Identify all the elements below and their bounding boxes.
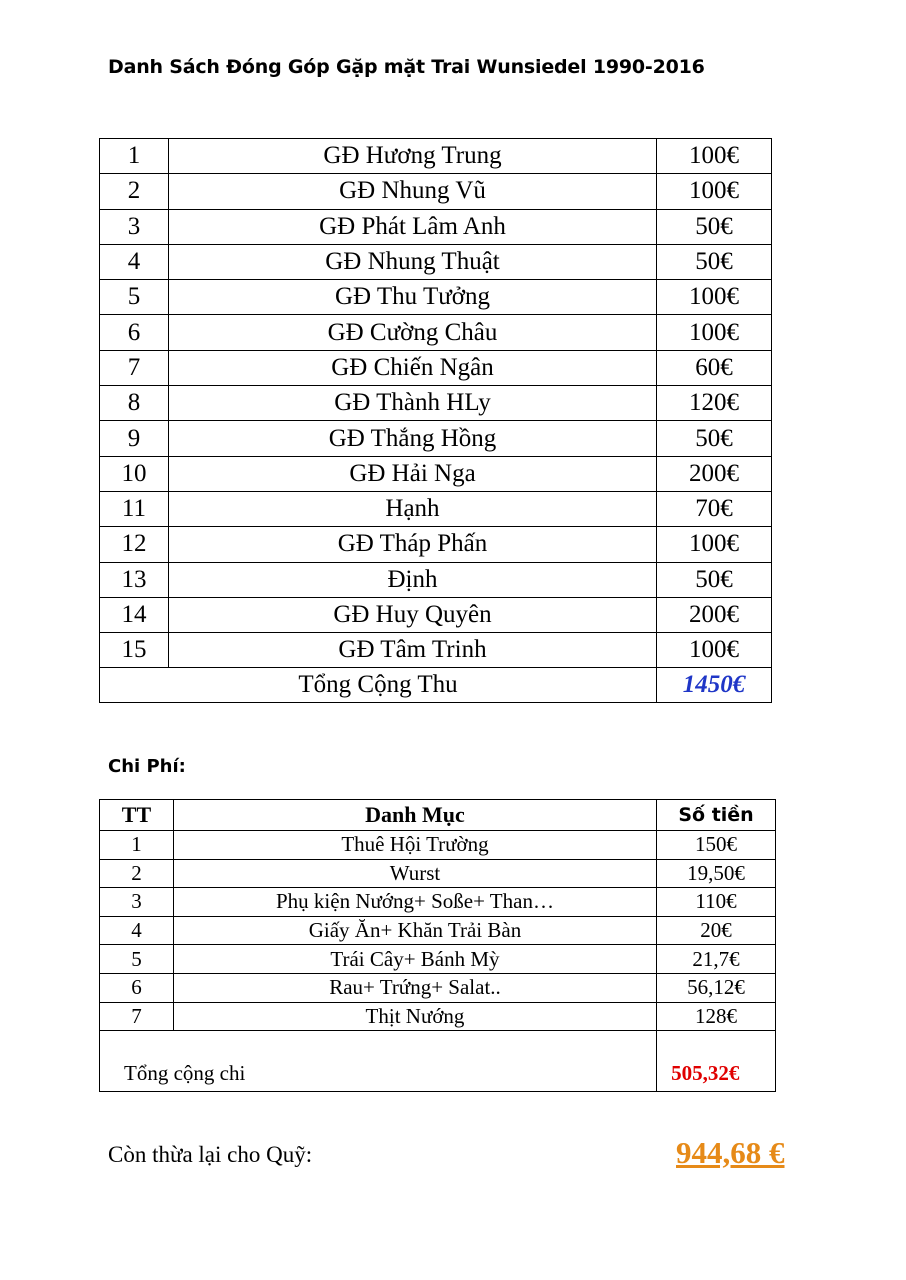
row-number: 15 xyxy=(100,633,169,668)
expense-header-row xyxy=(100,800,776,831)
income-row xyxy=(100,527,772,562)
expense-row xyxy=(100,831,776,860)
row-amount: 60€ xyxy=(657,350,772,385)
row-amount: 100€ xyxy=(657,139,772,174)
income-row xyxy=(100,280,772,315)
remainder-amount: 944,68 € xyxy=(676,1135,785,1170)
row-number: 7 xyxy=(100,350,169,385)
row-name: Thuê Hội Trường xyxy=(173,831,656,860)
row-name: Wurst xyxy=(173,859,656,888)
expense-total-amount: 505,32€ xyxy=(657,1031,776,1092)
income-table-body xyxy=(100,139,772,668)
income-row xyxy=(100,386,772,421)
expense-section-label: Chi Phí: xyxy=(108,756,186,777)
page-title: Danh Sách Đóng Góp Gặp mặt Trai Wunsiedel 1990-2016 xyxy=(108,56,705,78)
row-name: Phụ kiện Nướng+ Soße+ Than… xyxy=(173,888,656,917)
expense-table-body xyxy=(100,831,776,1031)
expense-header-amount: Số tiền xyxy=(657,800,776,831)
row-name: GĐ Thành HLy xyxy=(168,386,656,421)
row-name: Rau+ Trứng+ Salat.. xyxy=(173,973,656,1002)
row-name: Định xyxy=(168,562,656,597)
expense-row xyxy=(100,859,776,888)
row-number: 11 xyxy=(100,491,169,526)
income-row xyxy=(100,421,772,456)
row-amount: 100€ xyxy=(657,527,772,562)
row-number: 9 xyxy=(100,421,169,456)
row-number: 12 xyxy=(100,527,169,562)
row-amount: 50€ xyxy=(657,421,772,456)
income-row xyxy=(100,315,772,350)
income-table xyxy=(99,138,772,703)
row-number: 13 xyxy=(100,562,169,597)
row-amount: 19,50€ xyxy=(657,859,776,888)
row-amount: 50€ xyxy=(657,244,772,279)
row-name: GĐ Tâm Trinh xyxy=(168,633,656,668)
income-total-row xyxy=(100,668,772,703)
row-name: Giấy Ăn+ Khăn Trải Bàn xyxy=(173,916,656,945)
row-name: GĐ Phát Lâm Anh xyxy=(168,209,656,244)
row-name: GĐ Chiến Ngân xyxy=(168,350,656,385)
row-number: 4 xyxy=(100,244,169,279)
row-amount: 100€ xyxy=(657,633,772,668)
row-amount: 56,12€ xyxy=(657,973,776,1002)
income-total-label: Tổng Cộng Thu xyxy=(100,668,657,703)
income-row xyxy=(100,633,772,668)
row-number: 2 xyxy=(100,174,169,209)
expense-header-no: TT xyxy=(100,800,174,831)
row-number: 5 xyxy=(100,280,169,315)
row-amount: 70€ xyxy=(657,491,772,526)
row-name: GĐ Hương Trung xyxy=(168,139,656,174)
expense-total-row xyxy=(100,1031,776,1092)
row-amount: 128€ xyxy=(657,1002,776,1031)
expense-header-name: Danh Mục xyxy=(173,800,656,831)
expense-table xyxy=(99,799,776,1092)
row-name: Trái Cây+ Bánh Mỳ xyxy=(173,945,656,974)
expense-row xyxy=(100,945,776,974)
row-amount: 50€ xyxy=(657,562,772,597)
expense-total-label: Tổng cộng chi xyxy=(100,1031,657,1092)
row-amount: 20€ xyxy=(657,916,776,945)
row-number: 5 xyxy=(100,945,174,974)
row-name: GĐ Huy Quyên xyxy=(168,597,656,632)
remainder-label: Còn thừa lại cho Quỹ: xyxy=(108,1142,313,1167)
row-name: GĐ Nhung Thuật xyxy=(168,244,656,279)
row-name: Hạnh xyxy=(168,491,656,526)
row-number: 7 xyxy=(100,1002,174,1031)
income-row xyxy=(100,209,772,244)
row-amount: 200€ xyxy=(657,597,772,632)
expense-row xyxy=(100,1002,776,1031)
income-row xyxy=(100,562,772,597)
expense-row xyxy=(100,888,776,917)
income-total-amount: 1450€ xyxy=(657,668,772,703)
row-amount: 110€ xyxy=(657,888,776,917)
income-row xyxy=(100,491,772,526)
row-name: Thịt Nướng xyxy=(173,1002,656,1031)
row-amount: 100€ xyxy=(657,280,772,315)
row-amount: 100€ xyxy=(657,174,772,209)
row-number: 3 xyxy=(100,209,169,244)
row-name: GĐ Cường Châu xyxy=(168,315,656,350)
income-row xyxy=(100,597,772,632)
row-name: GĐ Tháp Phấn xyxy=(168,527,656,562)
income-row xyxy=(100,244,772,279)
row-number: 6 xyxy=(100,973,174,1002)
row-number: 8 xyxy=(100,386,169,421)
row-name: GĐ Hải Nga xyxy=(168,456,656,491)
row-number: 1 xyxy=(100,831,174,860)
row-amount: 200€ xyxy=(657,456,772,491)
row-number: 3 xyxy=(100,888,174,917)
income-row xyxy=(100,456,772,491)
row-number: 1 xyxy=(100,139,169,174)
income-row xyxy=(100,139,772,174)
row-amount: 120€ xyxy=(657,386,772,421)
income-row xyxy=(100,174,772,209)
row-amount: 50€ xyxy=(657,209,772,244)
income-row xyxy=(100,350,772,385)
row-name: GĐ Nhung Vũ xyxy=(168,174,656,209)
expense-row xyxy=(100,916,776,945)
row-name: GĐ Thu Tưởng xyxy=(168,280,656,315)
row-number: 2 xyxy=(100,859,174,888)
row-number: 6 xyxy=(100,315,169,350)
row-amount: 21,7€ xyxy=(657,945,776,974)
expense-row xyxy=(100,973,776,1002)
row-amount: 150€ xyxy=(657,831,776,860)
row-number: 10 xyxy=(100,456,169,491)
row-name: GĐ Thắng Hồng xyxy=(168,421,656,456)
row-amount: 100€ xyxy=(657,315,772,350)
row-number: 4 xyxy=(100,916,174,945)
row-number: 14 xyxy=(100,597,169,632)
